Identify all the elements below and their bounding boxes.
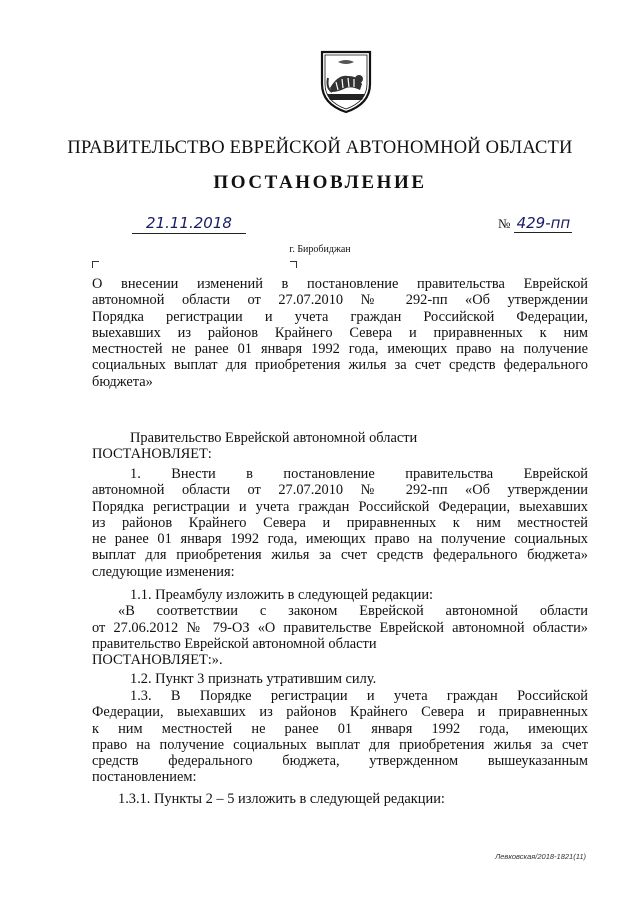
subject-line: Порядка регистрации и учета граждан Российской Федерации, [92, 308, 588, 325]
document-date: 21.11.2018 [132, 214, 246, 234]
subject-line: социальных выплат для приобретения жилья за счет средств федерального [92, 357, 588, 374]
item-1-3 [92, 688, 588, 786]
item-1-line: не ранее 01 января 1992 года, имеющих право на получение социальных [92, 531, 588, 548]
item-1-3-line: Федерации, выехавших из районов Крайнего Севера и приравненных [92, 704, 588, 721]
government-title: ПРАВИТЕЛЬСТВО ЕВРЕЙСКОЙ АВТОНОМНОЙ ОБЛАСТИ [67, 138, 573, 158]
footer-reference: Левковская/2018-1821(11) [495, 852, 586, 861]
subject-line: выехавших из районов Крайнего Севера и приравненных к ним [92, 324, 588, 341]
item-1 [92, 466, 588, 580]
document-number: 429-пп [514, 214, 572, 233]
item-1-line: Порядка регистрации и учета граждан Российской Федерации, выехавших [92, 498, 588, 515]
item-1-1 [92, 587, 588, 668]
subject-line: О внесении изменений в постановление правительства Еврейской [92, 276, 588, 292]
subject-line: местностей не ранее 01 января 1992 года, имеющих право на получение [92, 341, 588, 358]
item-1-line: выплат для приобретения жилья за счет средств федерального бюджета» [92, 547, 588, 564]
document-number-block [498, 214, 572, 233]
item-1-2 [92, 671, 588, 687]
item-1-line: из районов Крайнего Севера и приравненных к ним местностей [92, 514, 588, 531]
coat-of-arms-tiger-icon [316, 48, 376, 114]
item-1-line: следующие изменения: [92, 563, 235, 580]
quote-line: от 27.06.2012 № 79-ОЗ «О правительстве Еврейской автономной области» [92, 619, 588, 636]
item-1-3-line: 1.3. В Порядке регистрации и учета граждан Российской [130, 688, 588, 704]
quote-line: ПОСТАНОВЛЯЕТ:». [92, 652, 223, 669]
item-1-line: автономной области от 27.07.2010 № 292-пп «Об утверждении [92, 482, 588, 499]
city-label: г. Биробиджан [289, 244, 351, 255]
item-1-3-line: постановлением: [92, 769, 197, 786]
quote-line: «В соответствии с законом Еврейской автономной области [118, 603, 588, 620]
subject-line: автономной области от 27.07.2010 № 292-пп «Об утверждении [92, 292, 588, 309]
subject-bracket-right [290, 261, 297, 268]
item-1-3-line: средств федерального бюджета, утвержденном вышеуказанным [92, 753, 588, 770]
item-1-2-text: 1.2. Пункт 3 признать утратившим силу. [130, 671, 377, 687]
number-sign: № [498, 216, 511, 231]
item-1-line: 1. Внести в постановление правительства Еврейской [130, 466, 588, 482]
document-subject [92, 276, 588, 390]
subject-line: бюджета» [92, 373, 153, 390]
resolves-label: ПОСТАНОВЛЯЕТ: [92, 446, 212, 463]
item-1-3-1 [92, 791, 588, 807]
resolution-intro [92, 430, 588, 463]
item-1-1-text: 1.1. Преамбулу изложить в следующей редакции: [130, 587, 434, 603]
intro-text: Правительство Еврейской автономной области [130, 430, 418, 446]
quote-line: правительство Еврейской автономной области [92, 635, 377, 652]
item-1-3-line: к ним местностей не ранее 01 января 1992 года, имеющих [92, 720, 588, 737]
document-type-title: ПОСТАНОВЛЕНИЕ [213, 172, 427, 193]
subject-bracket-left [92, 261, 99, 268]
item-1-3-line: право на получение социальных выплат для приобретения жилья за счет [92, 736, 588, 753]
item-1-3-1-text: 1.3.1. Пункты 2 – 5 изложить в следующей редакции: [118, 791, 445, 807]
